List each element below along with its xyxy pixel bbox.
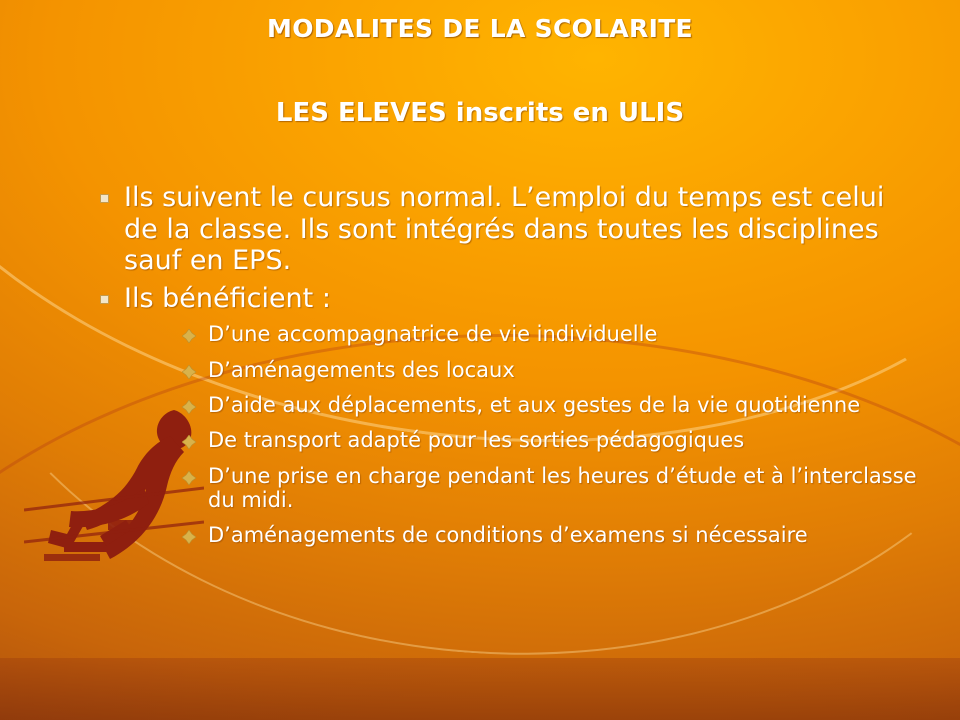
square-bullet-icon <box>100 295 109 304</box>
list-item-text: Ils suivent le cursus normal. L’emploi du temps est celui de la classe. Ils sont intégrés dans toutes les disciplines sauf en EPS. <box>124 182 885 277</box>
list-item <box>96 283 926 548</box>
slide-body <box>96 182 926 559</box>
square-bullet-icon <box>100 194 109 203</box>
list-item-text: D’aménagements des locaux <box>208 357 515 382</box>
nested-list-wrapper <box>124 322 926 548</box>
bullet-list-level2 <box>124 322 926 548</box>
slide-subtitle: LES ELEVES inscrits en ULIS <box>275 98 685 128</box>
decorative-bottom-band <box>0 658 960 720</box>
bullet-list-level1 <box>96 182 926 548</box>
list-item-text: D’une prise en charge pendant les heures d’étude et à l’interclasse du midi. <box>208 463 917 513</box>
diamond-arrow-bullet-icon <box>182 471 196 485</box>
list-item-text: D’aménagements de conditions d’examens si nécessaire <box>208 523 808 548</box>
list-item-text: De transport adapté pour les sorties pédagogiques <box>208 428 745 453</box>
diamond-arrow-bullet-icon <box>182 329 196 343</box>
list-item <box>182 464 926 513</box>
list-item <box>182 358 926 382</box>
diamond-arrow-bullet-icon <box>182 435 196 449</box>
list-item <box>182 393 926 417</box>
list-item-text: D’une accompagnatrice de vie individuelle <box>208 322 658 347</box>
list-item-text: Ils bénéficient : <box>124 282 331 314</box>
list-item <box>182 428 926 452</box>
diamond-arrow-bullet-icon <box>182 365 196 379</box>
diamond-arrow-bullet-icon <box>182 530 196 544</box>
list-item <box>182 322 926 346</box>
diamond-arrow-bullet-icon <box>182 400 196 414</box>
list-item <box>182 523 926 547</box>
list-item <box>96 182 926 277</box>
list-item-text: D’aide aux déplacements, et aux gestes de la vie quotidienne <box>208 393 861 418</box>
slide-header <box>0 14 960 43</box>
page-title: MODALITES DE LA SCOLARITE <box>267 14 693 43</box>
